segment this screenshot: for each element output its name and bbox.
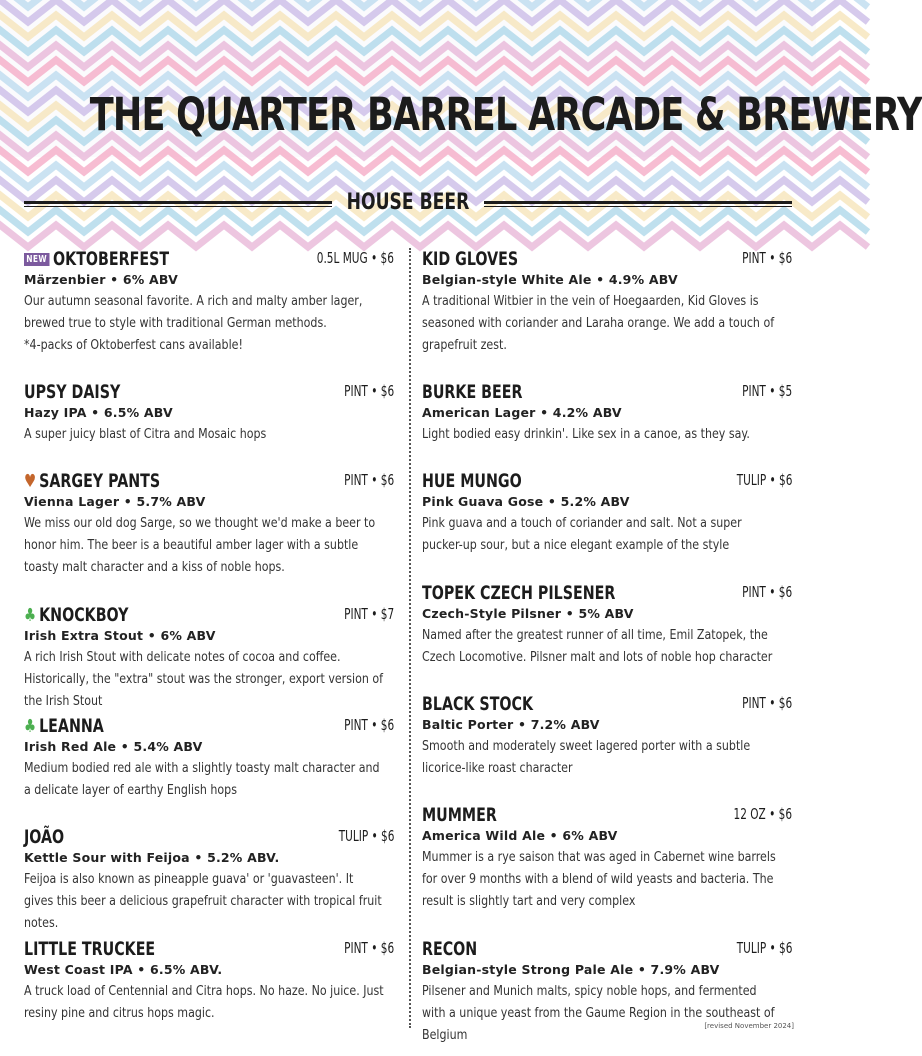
beer-description-text: Named after the greatest runner of all time, Emil Zatopek, the Czech Locomotive. Pilsner malt and lots of noble hop character: [422, 627, 773, 665]
beer-description: [422, 423, 783, 445]
beer-item: [422, 804, 792, 912]
beer-style: Vienna Lager • 5.7% ABV: [24, 494, 206, 509]
beer-name-text: BLACK STOCK: [422, 693, 534, 715]
header-banner: [0, 0, 922, 157]
beer-description-text: A truck load of Centennial and Citra hops. No haze. No juice. Just resiny pine and citrus hops magic.: [24, 983, 384, 1021]
beer-serving-price: PINT • $6: [741, 694, 792, 712]
beer-style: America Wild Ale • 6% ABV: [422, 828, 618, 843]
beer-description: [422, 624, 783, 668]
beer-style: Belgian-style White Ale • 4.9% ABV: [422, 272, 678, 287]
beer-description: [24, 868, 385, 934]
beer-description-text: We miss our old dog Sarge, so we thought we'd make a beer to honor him. The beer is a beautiful amber lager with a subtle toasty malt character and a kiss of noble hops.: [24, 515, 376, 575]
beer-name: [422, 582, 615, 604]
beer-name-text: SARGEY PANTS: [39, 470, 161, 492]
beer-description: [422, 980, 783, 1046]
beer-description-text: Smooth and moderately sweet lagered porter with a subtle licorice-like roast character: [422, 738, 751, 776]
beer-serving-price: PINT • $5: [741, 382, 792, 400]
beer-name: [24, 715, 104, 737]
beer-note: *4-packs of Oktoberfest cans available!: [24, 337, 243, 353]
beer-header: [422, 381, 792, 403]
beer-name: [24, 248, 169, 270]
beer-description-text: Feijoa is also known as pineapple guava' or 'guavasteen'. It gives this beer a delicious grapefruit character with tropical fruit notes.: [24, 871, 382, 931]
beer-description: [24, 646, 385, 712]
beer-description-text: A traditional Witbier in the vein of Hoegaarden, Kid Gloves is seasoned with coriander and Laraha orange. We add a touch of grapefruit zest.: [422, 293, 775, 353]
column-divider: [409, 248, 411, 1028]
beer-item: [24, 248, 394, 356]
beer-style: West Coast IPA • 6.5% ABV.: [24, 962, 223, 977]
beer-item: [24, 381, 394, 445]
beer-name-text: UPSY DAISY: [24, 381, 121, 403]
beer-name-text: BURKE BEER: [422, 381, 523, 403]
beer-name: [422, 470, 522, 492]
beer-description: [24, 512, 385, 578]
beer-description: [422, 735, 783, 779]
beer-description-text: Light bodied easy drinkin'. Like sex in a canoe, as they say.: [422, 426, 750, 442]
beer-serving-price: TULIP • $6: [736, 939, 792, 957]
beer-header: [422, 248, 792, 270]
beer-item: [422, 470, 792, 556]
beer-header: [24, 470, 394, 492]
beer-serving-price: PINT • $6: [343, 939, 394, 957]
beer-style: Pink Guava Gose • 5.2% ABV: [422, 494, 630, 509]
beer-description-text: Our autumn seasonal favorite. A rich and malty amber lager, brewed true to style with traditional German methods.: [24, 293, 363, 331]
beer-description: [24, 980, 385, 1024]
beer-style: American Lager • 4.2% ABV: [422, 405, 622, 420]
beer-style: Baltic Porter • 7.2% ABV: [422, 717, 600, 732]
beer-style: Märzenbier • 6% ABV: [24, 272, 179, 287]
beer-name: [422, 381, 522, 403]
beer-item: [24, 826, 394, 934]
beer-name-text: RECON: [422, 938, 478, 960]
beer-style: Kettle Sour with Feijoa • 5.2% ABV.: [24, 850, 280, 865]
beer-name-text: LITTLE TRUCKEE: [24, 938, 156, 960]
beer-name: [422, 693, 533, 715]
beer-name: [24, 470, 160, 492]
beer-name: [24, 604, 128, 626]
beer-name-text: KID GLOVES: [422, 248, 519, 270]
beer-item: [24, 715, 394, 801]
beer-serving-price: PINT • $6: [741, 249, 792, 267]
beer-description-text: A super juicy blast of Citra and Mosaic hops: [24, 426, 267, 442]
beer-header: [24, 604, 394, 626]
beer-description-text: Pink guava and a touch of coriander and salt. Not a super pucker-up sour, but a nice elegant example of the style: [422, 515, 742, 553]
beer-header: [422, 693, 792, 715]
clover-icon: ♣: [24, 716, 37, 737]
beer-header: [24, 381, 394, 403]
beer-header: [422, 470, 792, 492]
beer-description-text: A rich Irish Stout with delicate notes of cocoa and coffee. Historically, the "extra" stout was the stronger, export version of the Irish Stout: [24, 649, 384, 709]
beer-serving-price: 12 OZ • $6: [733, 805, 792, 823]
beer-item: [422, 248, 792, 356]
revised-note: [revised November 2024]: [704, 1022, 794, 1030]
beer-description: [24, 423, 385, 445]
beer-name-text: KNOCKBOY: [39, 604, 129, 626]
beer-serving-price: 0.5L MUG • $6: [316, 249, 394, 267]
beer-serving-price: PINT • $6: [343, 382, 394, 400]
beer-name: [24, 826, 64, 848]
clover-icon: ♣: [24, 605, 37, 626]
beer-description: [422, 512, 783, 556]
beer-serving-price: TULIP • $6: [338, 827, 394, 845]
beer-description: [24, 290, 385, 356]
section-header: [24, 190, 792, 220]
beer-item: [24, 938, 394, 1024]
beer-name: [422, 804, 497, 826]
beer-description: [422, 290, 783, 356]
beer-header: [24, 938, 394, 960]
beer-description-text: Pilsener and Munich malts, spicy noble hops, and fermented with a unique yeast from the Gaume Region in the southeast of Belgium: [422, 983, 775, 1043]
beer-style: Belgian-style Strong Pale Ale • 7.9% ABV: [422, 962, 720, 977]
beer-header: [422, 938, 792, 960]
beer-description-text: Mummer is a rye saison that was aged in Cabernet wine barrels for over 9 months with a blend of wild yeasts and bacteria. The result is slightly tart and very complex: [422, 849, 776, 909]
beer-serving-price: PINT • $6: [741, 583, 792, 601]
beer-name: [422, 938, 477, 960]
beer-item: [24, 604, 394, 712]
beer-name: [24, 938, 155, 960]
beer-serving-price: PINT • $6: [343, 471, 394, 489]
new-badge: NEW: [24, 253, 49, 266]
beer-style: Irish Extra Stout • 6% ABV: [24, 628, 216, 643]
beer-name-text: TOPEK CZECH PILSENER: [422, 582, 616, 604]
beer-header: [422, 582, 792, 604]
beer-name-text: HUE MUNGO: [422, 470, 522, 492]
beer-header: [24, 715, 394, 737]
beer-name-text: OKTOBERFEST: [53, 248, 170, 270]
beer-name-text: LEANNA: [39, 715, 104, 737]
section-title: HOUSE BEER: [346, 190, 470, 215]
beer-style: Czech-Style Pilsner • 5% ABV: [422, 606, 634, 621]
beer-serving-price: PINT • $6: [343, 716, 394, 734]
beer-name-text: JOÃO: [24, 826, 65, 848]
beer-header: [24, 826, 394, 848]
beer-item: [422, 582, 792, 668]
beer-style: Irish Red Ale • 5.4% ABV: [24, 739, 203, 754]
beer-item: [24, 470, 394, 578]
heart-icon: ♥: [24, 471, 37, 492]
beer-description: [24, 757, 385, 801]
beer-description: [422, 846, 783, 912]
page-title: THE QUARTER BARREL ARCADE & BREWERY: [89, 88, 922, 141]
section-rule-right: [484, 201, 792, 204]
beer-name-text: MUMMER: [422, 804, 497, 826]
beer-style: Hazy IPA • 6.5% ABV: [24, 405, 173, 420]
beer-item: [422, 381, 792, 445]
beer-serving-price: PINT • $7: [343, 605, 394, 623]
beer-name: [422, 248, 518, 270]
beer-header: [422, 804, 792, 826]
beer-name: [24, 381, 120, 403]
beer-description-text: Medium bodied red ale with a slightly toasty malt character and a delicate layer of earthy English hops: [24, 760, 380, 798]
beer-header: [24, 248, 394, 270]
beer-item: [422, 693, 792, 779]
beer-serving-price: TULIP • $6: [736, 471, 792, 489]
